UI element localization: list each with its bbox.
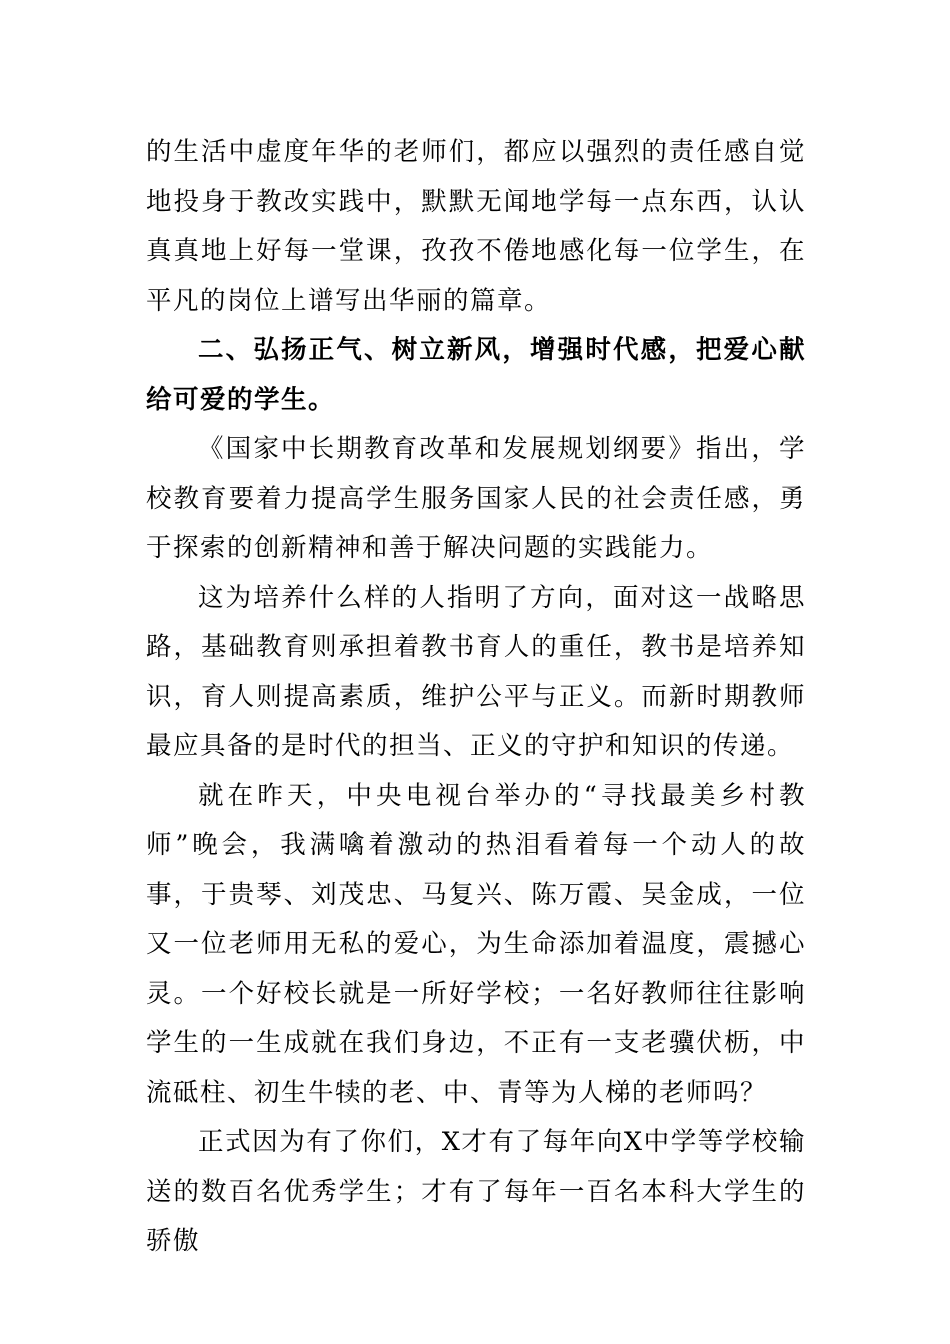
paragraph-body: 就在昨天，中央电视台举办的“寻找最美乡村教师”晚会，我满噙着激动的热泪看着每一个动人的故事，于贵琴、刘茂忠、马复兴、陈万霞、吴金成，一位又一位老师用无私的爱心，为生命添加着温度，震撼心灵。一个好校长就是一所好学校；一名好教师往往影响学生的一生成就在我们身边，不正有一支老骥伏枥，中流砥柱、初生牛犊的老、中、青等为人梯的老师吗？ [146, 780, 806, 1108]
paragraph-body: 这为培养什么样的人指明了方向，面对这一战略思路，基础教育则承担着教书育人的重任，教书是培养知识，育人则提高素质，维护公平与正义。而新时期教师最应具备的是时代的担当、正义的守护和知识的传递。 [146, 582, 806, 761]
section-heading: 二、弘扬正气、树立新风，增强时代感，把爱心献给可爱的学生。 [146, 335, 806, 415]
document-page [146, 128, 806, 1267]
paragraph-body: 正式因为有了你们，X才有了每年向X中学等学校输送的数百名优秀学生；才有了每年一百名本科大学生的骄傲 [146, 1127, 806, 1256]
paragraph-body: 《国家中长期教育改革和发展规划纲要》指出，学校教育要着力提高学生服务国家人民的社会责任感，勇于探索的创新精神和善于解决问题的实践能力。 [146, 434, 806, 563]
paragraph-body: 的生活中虚度年华的老师们，都应以强烈的责任感自觉地投身于教改实践中，默默无闻地学每一点东西，认认真真地上好每一堂课，孜孜不倦地感化每一位学生，在平凡的岗位上谱写出华丽的篇章。 [146, 137, 806, 316]
